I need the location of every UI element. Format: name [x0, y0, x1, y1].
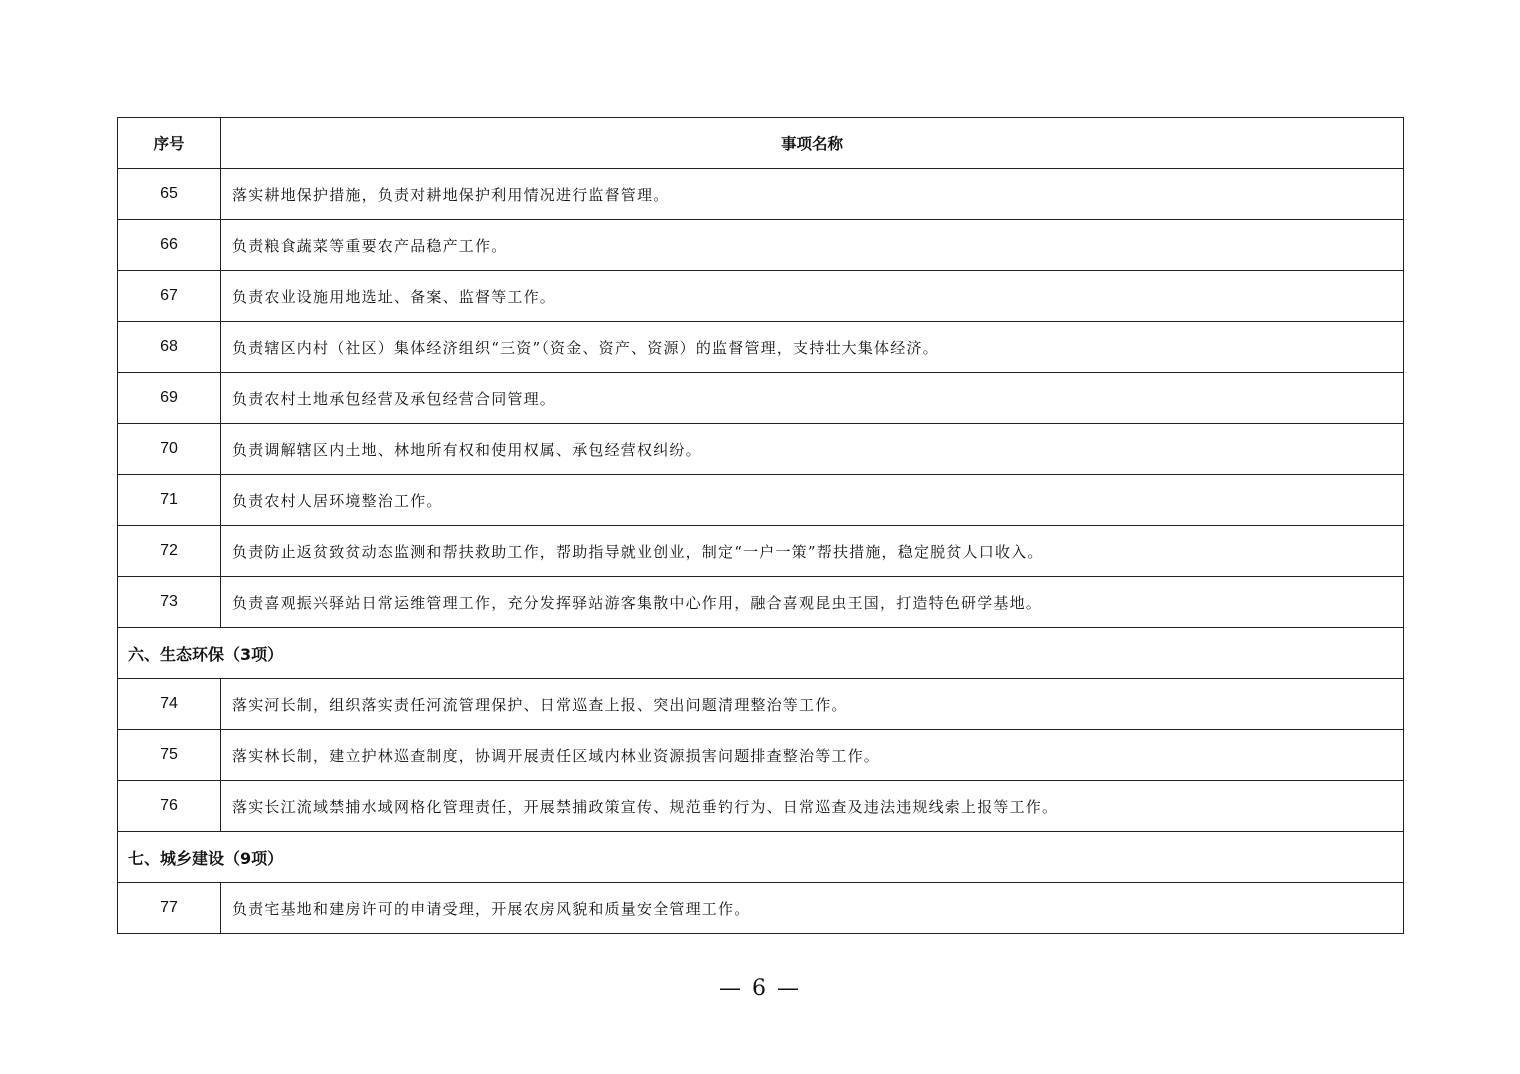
- row-matter-text: 负责农村人居环境整治工作。: [221, 475, 1404, 526]
- table-row: [118, 679, 1404, 730]
- row-matter-text: 落实河长制，组织落实责任河流管理保护、日常巡查上报、突出问题清理整治等工作。: [221, 679, 1404, 730]
- row-matter-text: 负责农业设施用地选址、备案、监督等工作。: [221, 271, 1404, 322]
- section-title: 六、生态环保（3项）: [118, 628, 1404, 679]
- row-serial-number: 66: [118, 220, 221, 271]
- table-header-row: [118, 118, 1404, 169]
- table-row: [118, 526, 1404, 577]
- section-row: [118, 832, 1404, 883]
- row-serial-number: 68: [118, 322, 221, 373]
- table-row: [118, 169, 1404, 220]
- row-serial-number: 69: [118, 373, 221, 424]
- row-matter-text: 负责辖区内村（社区）集体经济组织“三资”（资金、资产、资源）的监督管理，支持壮大集体经济。: [221, 322, 1404, 373]
- row-matter-text: 负责宅基地和建房许可的申请受理，开展农房风貌和质量安全管理工作。: [221, 883, 1404, 934]
- header-matter-name: 事项名称: [221, 118, 1404, 169]
- row-matter-text: 负责调解辖区内土地、林地所有权和使用权属、承包经营权纠纷。: [221, 424, 1404, 475]
- table-row: [118, 577, 1404, 628]
- section-title: 七、城乡建设（9项）: [118, 832, 1404, 883]
- row-serial-number: 70: [118, 424, 221, 475]
- row-serial-number: 71: [118, 475, 221, 526]
- row-serial-number: 77: [118, 883, 221, 934]
- row-matter-text: 负责农村土地承包经营及承包经营合同管理。: [221, 373, 1404, 424]
- row-serial-number: 74: [118, 679, 221, 730]
- page-number: — 6 —: [719, 976, 801, 1001]
- header-serial-number: 序号: [118, 118, 221, 169]
- table-row: [118, 781, 1404, 832]
- row-serial-number: 75: [118, 730, 221, 781]
- table-row: [118, 424, 1404, 475]
- row-matter-text: 落实耕地保护措施，负责对耕地保护利用情况进行监督管理。: [221, 169, 1404, 220]
- row-serial-number: 67: [118, 271, 221, 322]
- row-matter-text: 负责粮食蔬菜等重要农产品稳产工作。: [221, 220, 1404, 271]
- row-serial-number: 72: [118, 526, 221, 577]
- section-row: [118, 628, 1404, 679]
- table-row: [118, 322, 1404, 373]
- table-row: [118, 730, 1404, 781]
- row-serial-number: 76: [118, 781, 221, 832]
- table-row: [118, 883, 1404, 934]
- row-matter-text: 落实林长制，建立护林巡查制度，协调开展责任区域内林业资源损害问题排查整治等工作。: [221, 730, 1404, 781]
- matters-table: [117, 117, 1404, 934]
- table-body: [118, 169, 1404, 934]
- row-matter-text: 落实长江流域禁捕水域网格化管理责任，开展禁捕政策宣传、规范垂钓行为、日常巡查及违法违规线索上报等工作。: [221, 781, 1404, 832]
- table-row: [118, 475, 1404, 526]
- row-matter-text: 负责防止返贫致贫动态监测和帮扶救助工作，帮助指导就业创业，制定“一户一策”帮扶措施，稳定脱贫人口收入。: [221, 526, 1404, 577]
- table-row: [118, 271, 1404, 322]
- matters-table-container: [117, 117, 1403, 934]
- table-row: [118, 373, 1404, 424]
- row-matter-text: 负责喜观振兴驿站日常运维管理工作，充分发挥驿站游客集散中心作用，融合喜观昆虫王国，打造特色研学基地。: [221, 577, 1404, 628]
- row-serial-number: 65: [118, 169, 221, 220]
- table-row: [118, 220, 1404, 271]
- row-serial-number: 73: [118, 577, 221, 628]
